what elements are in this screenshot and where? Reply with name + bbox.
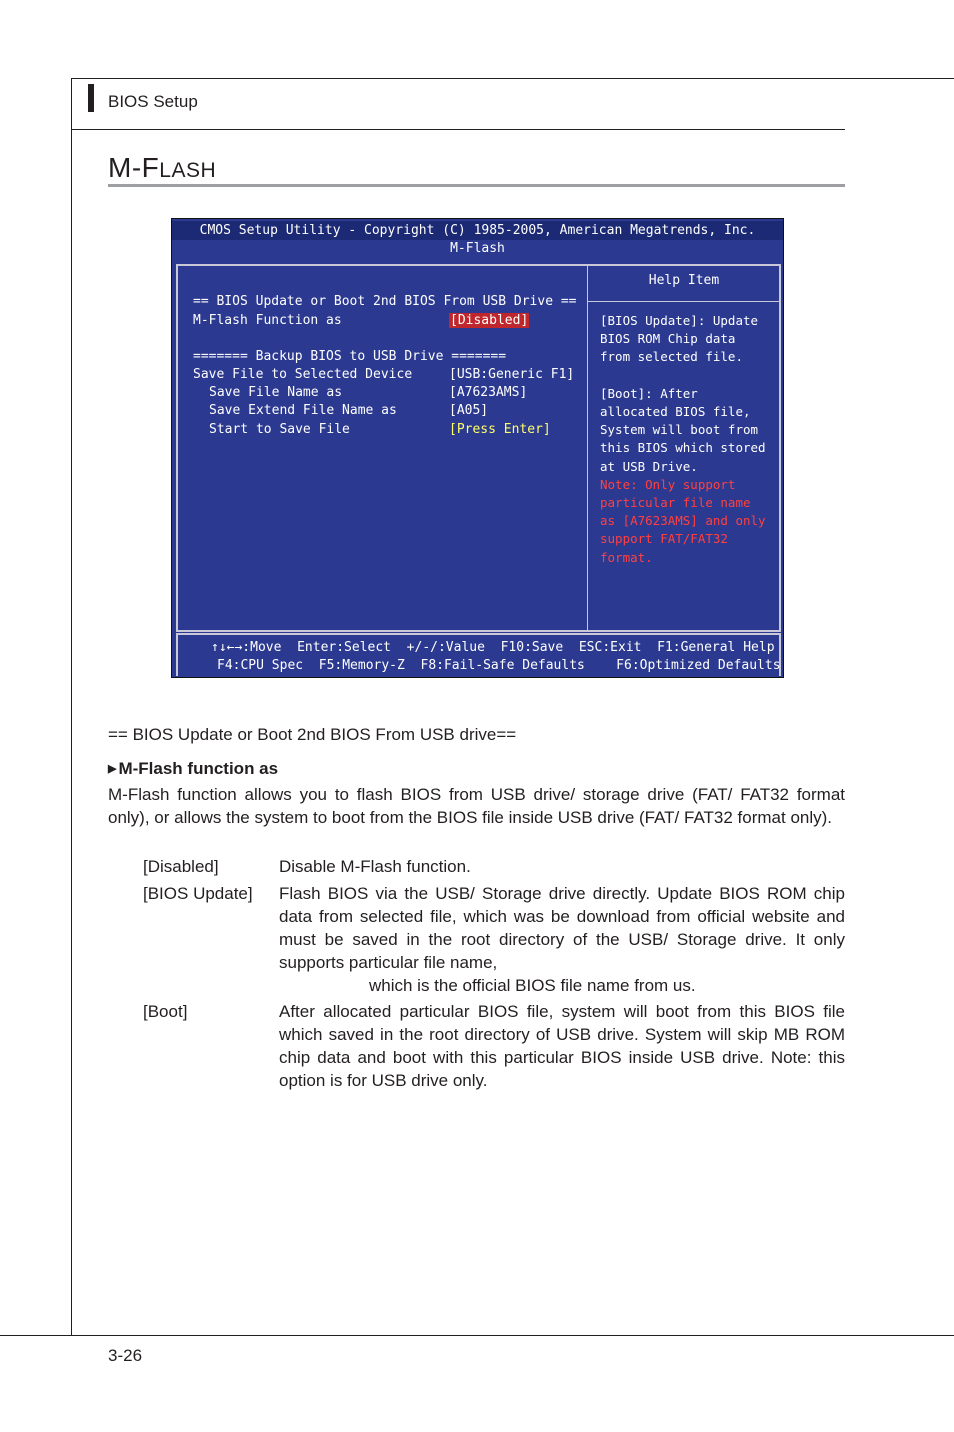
bios-mflash-function-label[interactable]: M-Flash Function as bbox=[193, 313, 342, 328]
running-header: BIOS Setup bbox=[108, 92, 198, 111]
item-heading: ▶ M-Flash function as bbox=[108, 759, 279, 778]
bios-footer-line1: ↑↓←→:Move Enter:Select +/-/:Value F10:Save ESC:Exit F1:General Help bbox=[211, 640, 775, 655]
option-desc-bios-update: Flash BIOS via the USB/ Storage drive directly. Update BIOS ROM chip data from selected file, which was be download from official website and must be saved in the root directory of the USB/ Storage drive. It only supports particular file name, bbox=[279, 884, 845, 972]
section-rule bbox=[108, 184, 845, 187]
bios-group-heading: == BIOS Update or Boot 2nd BIOS From USB Drive == bbox=[193, 294, 577, 309]
bios-start-save-label[interactable]: Start to Save File bbox=[209, 422, 350, 437]
bios-screen bbox=[171, 218, 784, 678]
group-heading: == BIOS Update or Boot 2nd BIOS From USB drive== bbox=[108, 725, 517, 744]
bios-help-rule bbox=[588, 301, 779, 302]
bios-panel-divider bbox=[587, 266, 588, 630]
option-key-disabled: [Disabled] bbox=[143, 857, 219, 876]
page-margin-line bbox=[71, 78, 72, 1336]
bios-help-text: [BIOS Update]: Update BIOS ROM Chip data from selected file. [Boot]: After allocated BIOS file, System will boot from this BIOS which stored at USB Drive. Note: Only support particular file name as [A7623AMS] and only support FAT/FAT32 format. bbox=[600, 313, 766, 565]
bios-backup-heading: ======= Backup BIOS to USB Drive ======= bbox=[193, 349, 507, 364]
section-title: M-FLASH bbox=[108, 152, 217, 183]
bios-save-device-value[interactable]: [USB:Generic F1] bbox=[449, 367, 575, 382]
bios-copyright: CMOS Setup Utility - Copyright (C) 1985-2005, American Megatrends, Inc. bbox=[172, 221, 783, 240]
bios-extend-name-value[interactable]: [A05] bbox=[449, 403, 489, 418]
header-rule bbox=[71, 129, 845, 130]
bios-save-file-name-label[interactable]: Save File Name as bbox=[209, 385, 343, 400]
bios-extend-name-label[interactable]: Save Extend File Name as bbox=[209, 403, 397, 418]
option-desc-boot: After allocated particular BIOS file, system will boot from this BIOS file which saved in the root directory of USB drive. System will skip MB ROM chip data and boot with this particular BIOS inside USB drive. Note: this option is for USB drive only. bbox=[279, 1002, 845, 1090]
bios-screen-title: M-Flash bbox=[450, 241, 505, 256]
bios-mflash-function-value[interactable]: [Disabled] bbox=[450, 313, 529, 328]
top-rule bbox=[71, 78, 954, 79]
option-desc-disabled: Disable M-Flash function. bbox=[279, 857, 471, 876]
footer-rule bbox=[0, 1335, 954, 1336]
bios-save-device-label[interactable]: Save File to Selected Device bbox=[193, 367, 413, 382]
page-number: 3-26 bbox=[108, 1346, 143, 1365]
bios-help-title: Help Item bbox=[648, 273, 720, 288]
option-key-boot: [Boot] bbox=[143, 1002, 188, 1021]
bios-help-note: Note: Only support particular file name as [A7623AMS] and only support FAT/FAT32 format. bbox=[600, 476, 766, 565]
bios-footer-line2: F4:CPU Spec F5:Memory-Z F8:Fail-Safe Defaults F6:Optimized Defaults bbox=[217, 658, 781, 673]
header-marker bbox=[88, 84, 94, 112]
intro-paragraph: M-Flash function allows you to flash BIOS from USB drive/ storage drive (FAT/ FAT32 format only), or allows the system to boot from the BIOS file inside USB drive (FAT/ FAT32 format only). bbox=[108, 785, 845, 827]
option-desc-bios-update-tail: which is the official BIOS file name from us. bbox=[369, 976, 696, 995]
option-key-bios-update: [BIOS Update] bbox=[143, 884, 253, 903]
triangle-bullet-icon: ▶ bbox=[108, 763, 117, 775]
bios-start-save-value[interactable]: [Press Enter] bbox=[449, 422, 551, 437]
bios-save-file-name-value[interactable]: [A7623AMS] bbox=[449, 385, 528, 400]
